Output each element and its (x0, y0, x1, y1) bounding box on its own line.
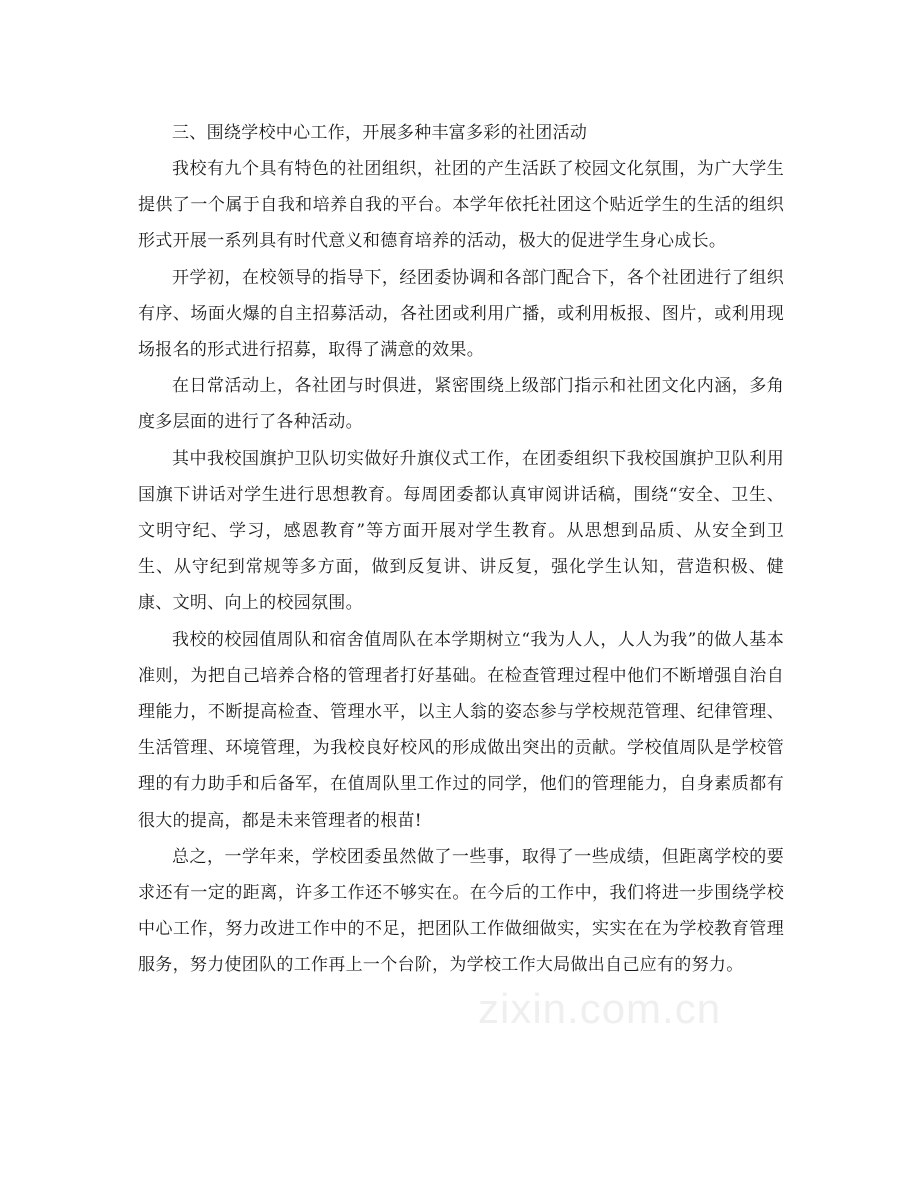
paragraph-6: 总之，一学年来，学校团委虽然做了一些事，取得了一些成绩，但距离学校的要求还有一定的距离，许多工作还不够实在。在今后的工作中，我们将进一步围绕学校中心工作，努力改进工作中的不足，把团队工作做细做实，实实在在为学校教育管理服务，努力使团队的工作再上一个台阶，为学校工作大局做出自己应有的努力。 (138, 846, 784, 976)
document-body (138, 115, 784, 984)
paragraph-2: 开学初，在校领导的指导下，经团委协调和各部门配合下，各个社团进行了组织有序、场面火爆的自主招募活动，各社团或利用广播，或利用板报、图片，或利用现场报名的形式进行招募，取得了满意的效果。 (138, 267, 784, 361)
paragraph-5: 我校的校园值周队和宿舍值周队在本学期树立“我为人人，人人为我”的做人基本准则，为把自己培养合格的管理者打好基础。在检查管理过程中他们不断增强自治自理能力，不断提高检查、管理水平，以主人翁的姿态参与学校规范管理、纪律管理、生活管理、环境管理，为我校良好校风的形成做出突出的贡献。学校值周队是学校管理的有力助手和后备军，在值周队里工作过的同学，他们的管理能力，自身素质都有很大的提高，都是未来管理者的根苗! (138, 629, 784, 831)
section-heading: 三、围绕学校中心工作，开展多种丰富多彩的社团活动 (172, 123, 588, 143)
paragraph-4: 其中我校国旗护卫队切实做好升旗仪式工作，在团委组织下我校国旗护卫队利用国旗下讲话对学生进行思想教育。每周团委都认真审阅讲话稿，围绕“安全、卫生、文明守纪、学习，感恩教育”等方面开展对学生教育。从思想到品质、从安全到卫生、从守纪到常规等多方面，做到反复讲、讲反复，强化学生认知，营造积极、健康、文明、向上的校园氛围。 (138, 448, 784, 614)
watermark: zixin.com.cn (478, 985, 722, 1032)
paragraph-3: 在日常活动上，各社团与时俱进，紧密围绕上级部门指示和社团文化内涵，多角度多层面的进行了各种活动。 (138, 376, 784, 433)
paragraph-1: 我校有九个具有特色的社团组织，社团的产生活跃了校园文化氛围，为广大学生提供了一个属于自我和培养自我的平台。本学年依托社团这个贴近学生的生活的组织形式开展一系列具有时代意义和德育培养的活动，极大的促进学生身心成长。 (138, 159, 784, 252)
